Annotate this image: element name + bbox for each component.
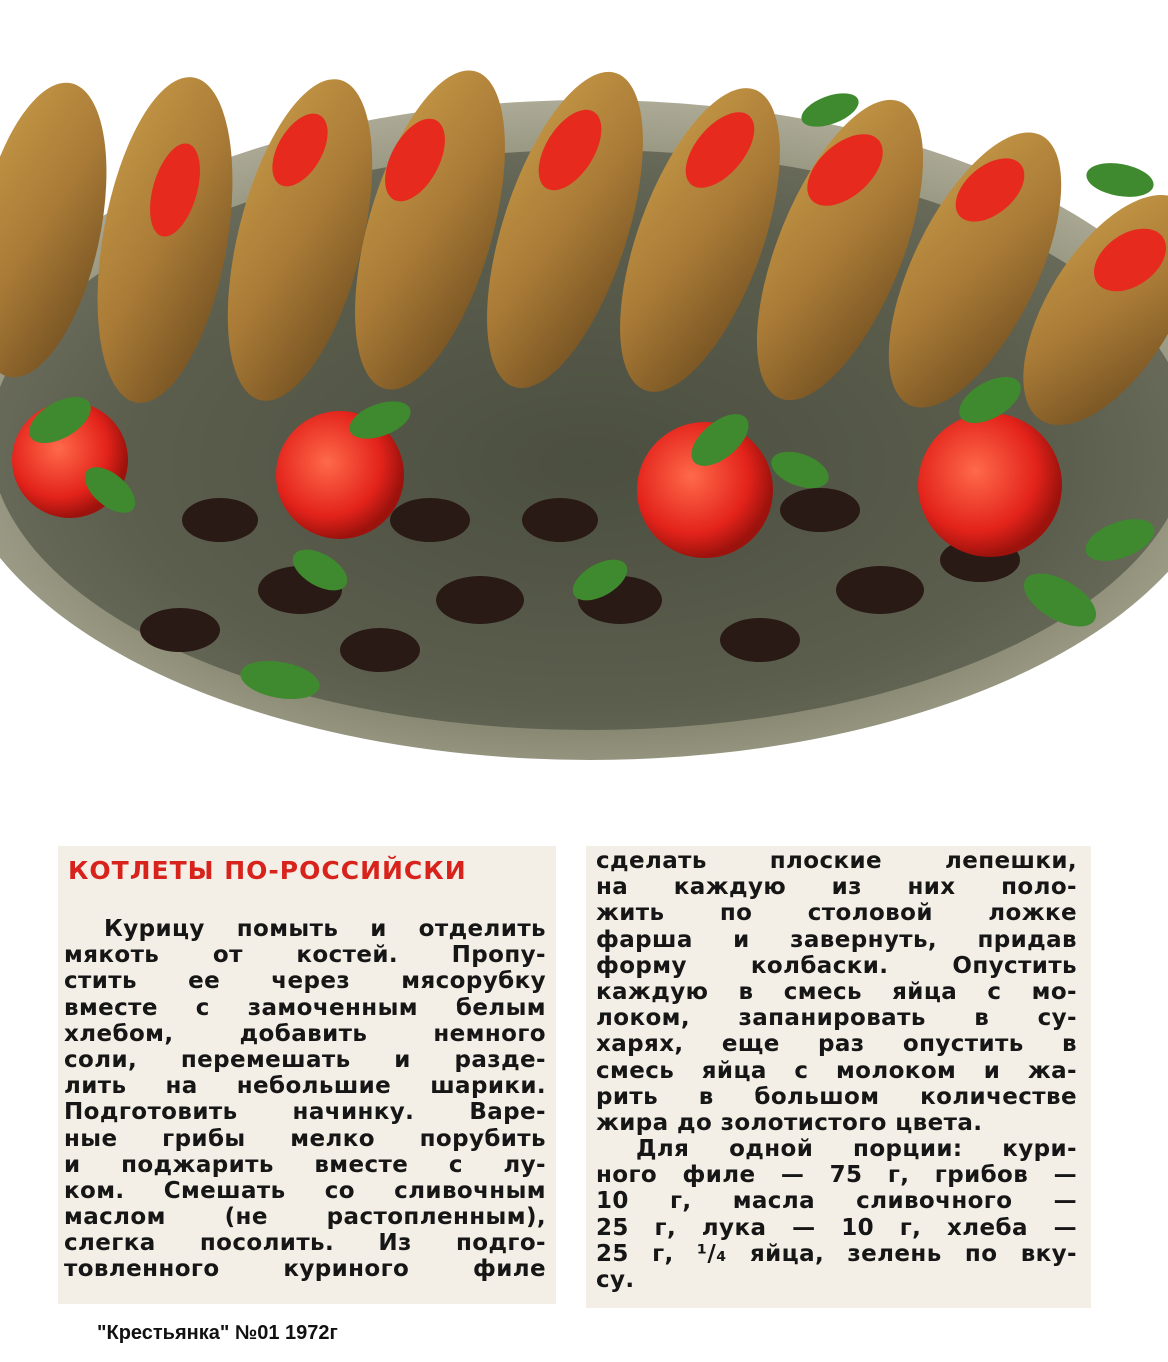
text-line: форму колбаски. Опустить	[596, 952, 1077, 979]
text-line: вместе с замоченным белым	[64, 994, 546, 1021]
text-line: смесь яйца с молоком и жа-	[596, 1057, 1077, 1084]
text-line: локом, запанировать в су-	[596, 1005, 1077, 1032]
text-line: жира до золотистого цвета.	[596, 1109, 983, 1136]
text-line: су.	[596, 1267, 635, 1293]
text-line: ные грибы мелко порубить	[64, 1125, 546, 1152]
text-line: 25 г, лука — 10 г, хлеба —	[596, 1214, 1077, 1241]
recipe-column-right	[586, 846, 1091, 1308]
text-line: жить по столовой ложке	[596, 900, 1077, 927]
text-line: каждую в смесь яйца с мо-	[596, 978, 1077, 1005]
text-line: Подготовить начинку. Варе-	[64, 1099, 546, 1126]
recipe-text-right	[596, 846, 1077, 1293]
text-line: на каждую из них поло-	[596, 874, 1077, 901]
text-line: сделать плоские лепешки,	[596, 848, 1077, 874]
text-line: ком. Смешать со сливочным	[64, 1177, 546, 1204]
text-line: маслом (не растопленным),	[64, 1204, 546, 1231]
recipe-title: КОТЛЕТЫ ПО-РОССИЙСКИ	[68, 856, 467, 885]
text-line: фарша и завернуть, придав	[596, 926, 1077, 953]
recipe-text-left	[64, 916, 546, 1283]
text-line: хлебом, добавить немного	[64, 1020, 546, 1047]
text-line: 10 г, масла сливочного —	[596, 1188, 1077, 1215]
source-caption: "Крестьянка" №01 1972г	[97, 1322, 338, 1344]
text-line: стить ее через мясорубку	[64, 968, 546, 995]
text-line: мякоть от костей. Пропу-	[64, 942, 546, 969]
text-line: соли, перемешать и разде-	[64, 1046, 546, 1073]
text-line: рить в большом количестве	[596, 1083, 1077, 1110]
recipe-column-left	[58, 846, 556, 1304]
text-line: лить на небольшие шарики.	[64, 1073, 546, 1100]
text-line: товленного куриного филе	[64, 1256, 546, 1283]
text-line: 25 г, ¹/₄ яйца, зелень по вку-	[596, 1240, 1077, 1267]
text-line: слегка посолить. Из подго-	[64, 1230, 546, 1257]
text-line: харях, еще раз опустить в	[596, 1031, 1077, 1058]
text-line: и поджарить вместе с лу-	[64, 1151, 546, 1178]
text-line: ного филе — 75 г, грибов —	[596, 1162, 1077, 1189]
text-line: Курицу помыть и отделить	[104, 916, 546, 942]
text-line: Для одной порции: кури-	[636, 1136, 1077, 1163]
